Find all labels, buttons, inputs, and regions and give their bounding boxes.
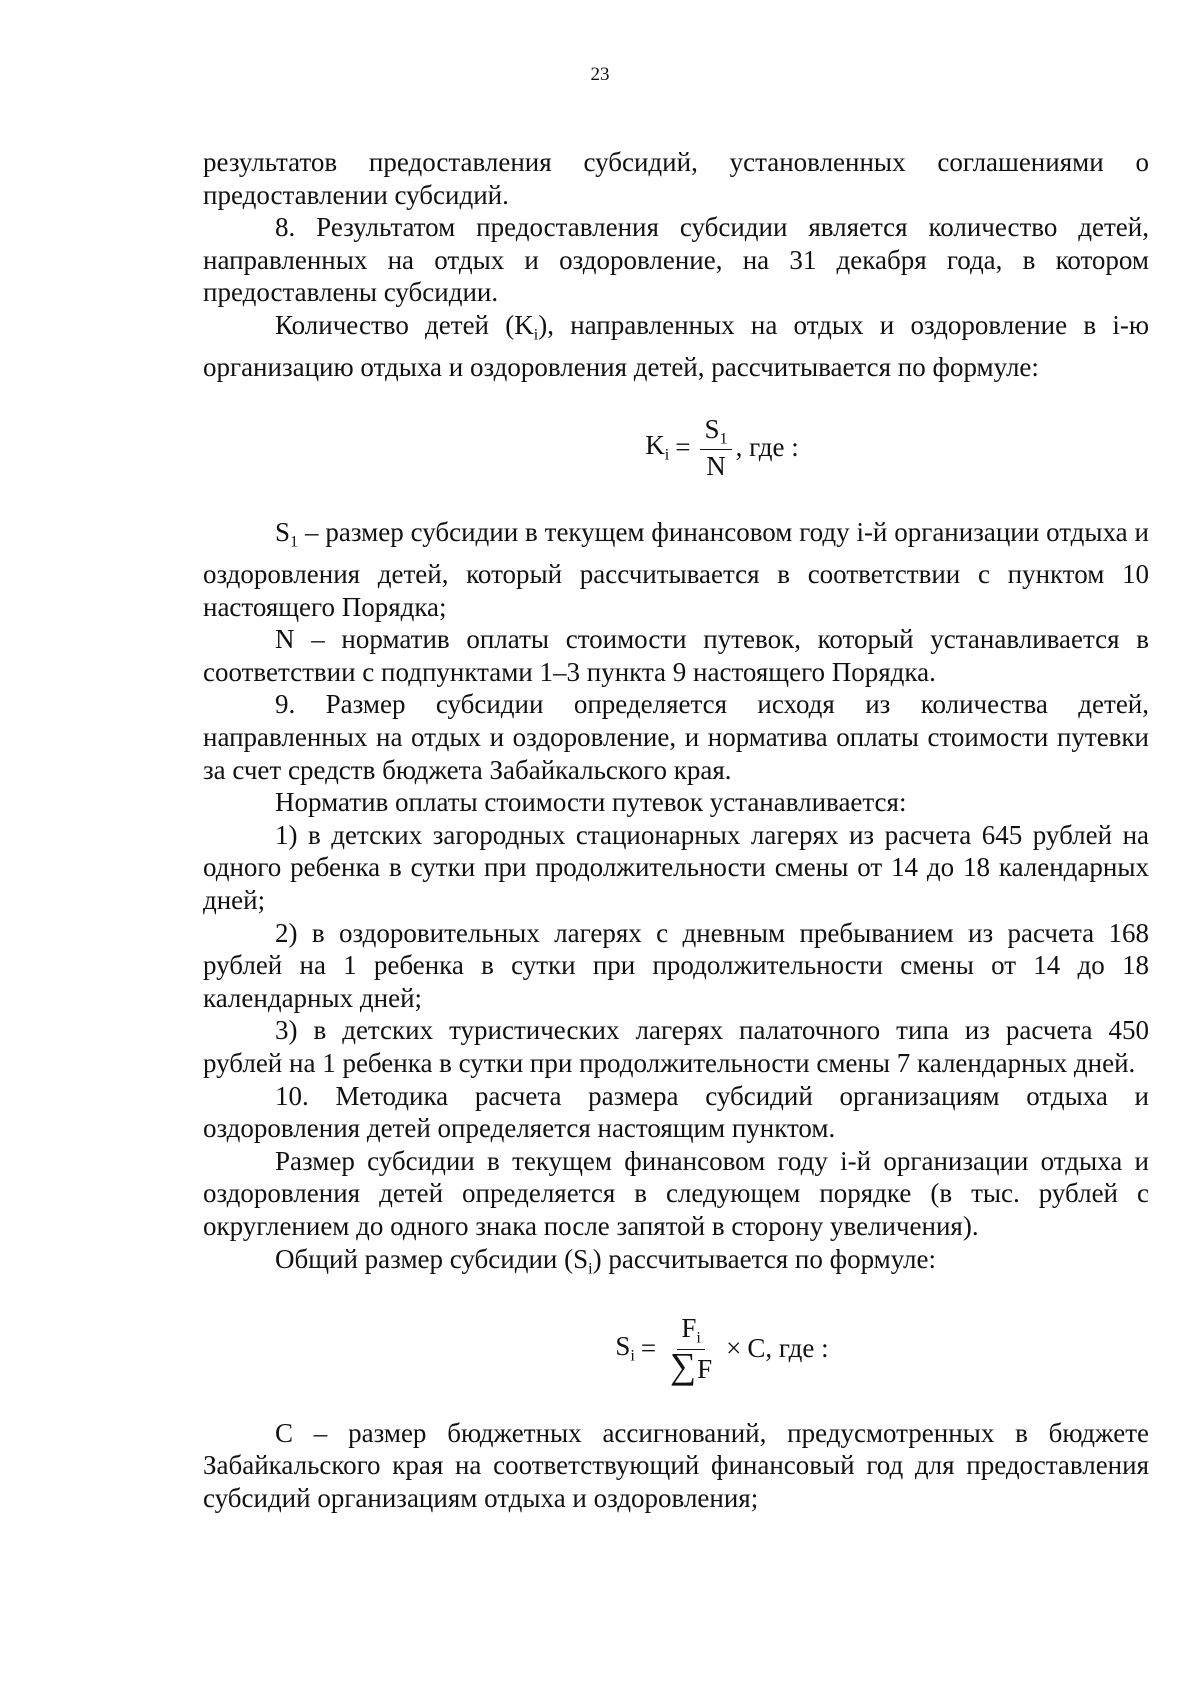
text-segment: ), направленных на отдых и оздоровление в i-ю организацию отдыха и оздоровления детей, рассчитывается по формуле: bbox=[203, 309, 1149, 383]
formula-fraction bbox=[666, 1313, 716, 1386]
paragraph-clause-8: 8. Результатом предоставления субсидии является количество детей, направленных на отдых и оздоровление, на 31 декабря года, в котором предоставлены субсидии. bbox=[203, 212, 1149, 308]
page-number: 23 bbox=[590, 64, 610, 85]
paragraph-clause-10: 10. Методика расчета размера субсидий организациям отдыха и оздоровления детей определяется настоящим пунктом. bbox=[203, 1080, 1149, 1144]
paragraph-total-subsidy: Общий размер субсидии $(S_i)$ рассчитывается по формуле: bbox=[275, 1243, 937, 1278]
formula-tail: , где : bbox=[735, 432, 799, 463]
document-body bbox=[203, 146, 1149, 1515]
paragraph-children-count bbox=[203, 309, 1149, 384]
formula-tail: C, где : bbox=[747, 1333, 829, 1364]
paragraph-subsidy-size: Размер субсидии в текущем финансовом году i-й организации отдыха и оздоровления детей определяется в следующем порядке (в тыс. рублей с округлением до одного знака после запятой в сторону увеличения). bbox=[203, 1145, 1149, 1241]
sigma-symbol: ∑ bbox=[670, 1345, 697, 1386]
subscript: i bbox=[588, 1259, 593, 1278]
formula-total-subsidy bbox=[203, 1297, 1149, 1401]
formula-equals: = bbox=[640, 1333, 657, 1364]
paragraph-s1-definition: $S_1$ – размер субсидии в текущем финансовом году i-й организации отдыха и оздоровления детей, который рассчитывается в соответствии с пунктом 10 настоящего Порядка; bbox=[203, 516, 1149, 622]
formula-children-count bbox=[203, 398, 1149, 498]
text-segment: Количество детей (K bbox=[275, 309, 534, 340]
paragraph-norm-item-1: 1) в детских загородных стационарных лагерях из расчета 645 рублей на одного ребенка в сутки при продолжительности смены от 14 до 18 календарных дней; bbox=[203, 819, 1149, 915]
paragraph-norm-item-3: 3) в детских туристических лагерях палаточного типа из расчета 450 рублей на 1 ребенка в сутки при продолжительности смены 7 календарных дней. bbox=[203, 1015, 1149, 1078]
formula-multiply: × bbox=[726, 1333, 742, 1364]
formula-fraction bbox=[700, 415, 731, 481]
subscript: i bbox=[533, 325, 539, 344]
subscript: 1 bbox=[290, 532, 299, 551]
fraction-numerator: $F_i$ bbox=[677, 1314, 705, 1350]
paragraph: результатов предоставления субсидий, установленных соглашениями о предоставлении субсидий. bbox=[203, 147, 1149, 210]
paragraph-c-definition: С – размер бюджетных ассигнований, предусмотренных в бюджете Забайкальского края на соответствующий финансовый год для предоставления субсидий организациям отдыха и оздоровления; bbox=[203, 1417, 1149, 1513]
formula-lhs: $K_i$ bbox=[645, 430, 670, 465]
fraction-numerator: $S_1$ bbox=[700, 415, 731, 451]
fraction-denominator: N bbox=[706, 451, 726, 482]
formula-equals: = bbox=[675, 432, 691, 463]
paragraph-n-definition: N – норматив оплаты стоимости путевок, который устанавливается в соответствии с подпунктами 1–3 пункта 9 настоящего Порядка. bbox=[203, 624, 1149, 687]
paragraph-norm-item-2: 2) в оздоровительных лагерях с дневным пребыванием из расчета 168 рублей на 1 ребенка в сутки при продолжительности смены от 14 до 18 календарных дней; bbox=[203, 917, 1149, 1013]
paragraph-norm-intro: Норматив оплаты стоимости путевок устанавливается: bbox=[275, 787, 907, 818]
paragraph-clause-9: 9. Размер субсидии определяется исходя из количества детей, направленных на отдых и оздоровление, и норматива оплаты стоимости путевки за счет средств бюджета Забайкальского края. bbox=[203, 689, 1149, 785]
fraction-denominator: ∑F bbox=[670, 1345, 713, 1386]
formula-lhs: $S_i$ bbox=[615, 1331, 635, 1365]
